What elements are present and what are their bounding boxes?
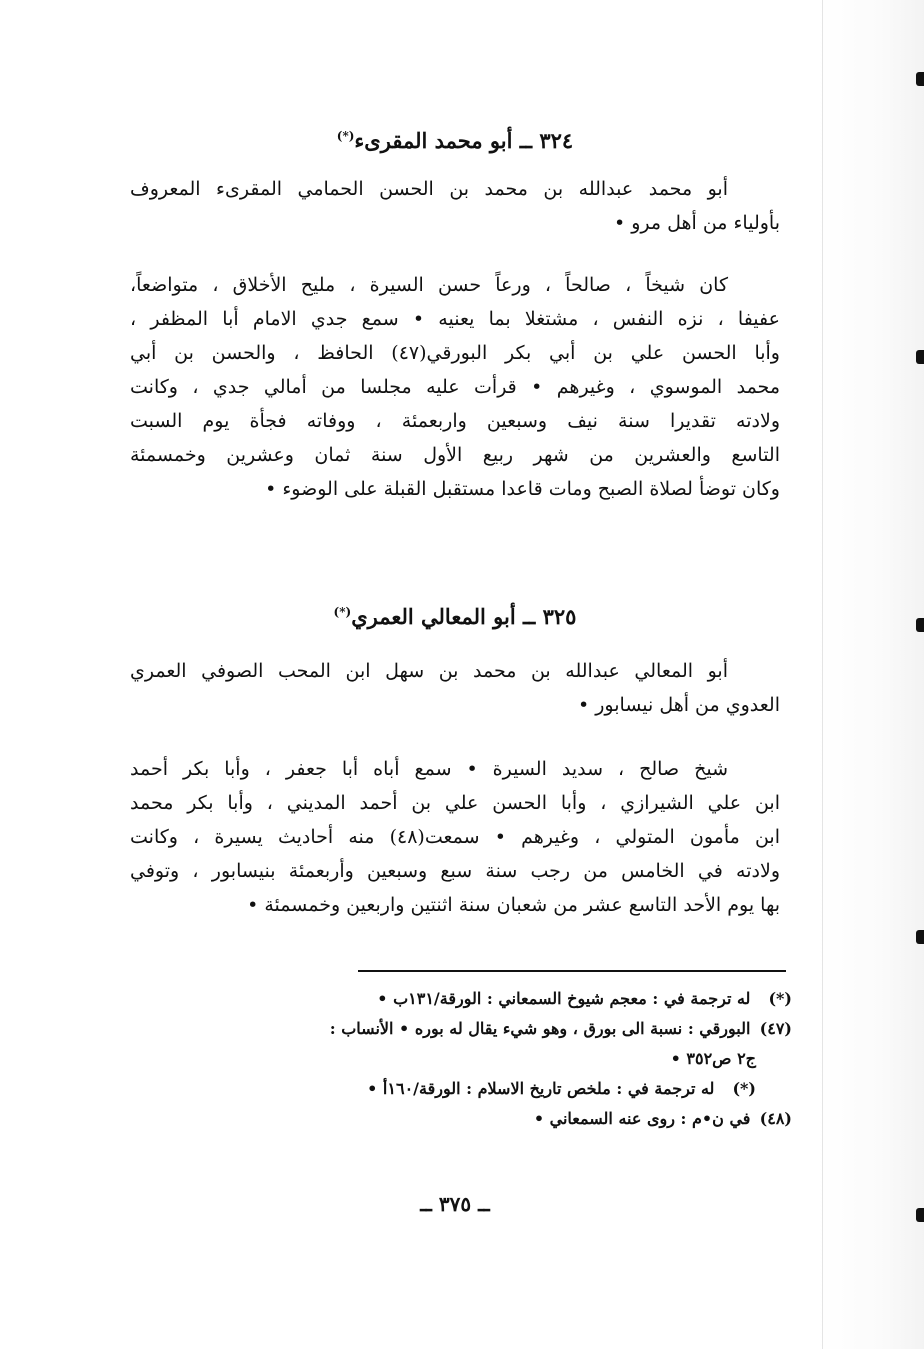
body-line: وكان توضأ لصلاة الصبح ومات قاعدا مستقبل القبلة على الوضوء • (265, 478, 780, 500)
footnote-reference-mark: (*) (336, 129, 355, 143)
intro-line: أبو المعالي عبدالله بن محمد بن سهل ابن المحب الصوفي العمري (130, 660, 728, 682)
entry-intro (130, 654, 780, 722)
entry-body (130, 752, 780, 922)
footnote-reference-mark: (*) (333, 605, 352, 619)
edge-mark (916, 930, 924, 944)
body-line: شيخ صالح ، سديد السيرة • سمع أباه أبا جعفر ، وأبا بكر أحمد (130, 758, 728, 780)
page-number: ــ ٣٧٥ ــ (420, 1192, 490, 1216)
page-edge-shadow (816, 0, 924, 1349)
intro-line: بأولياء من أهل مرو • (613, 212, 780, 234)
edge-mark (916, 72, 924, 86)
footnote-mark: (*) (732, 1079, 756, 1098)
footnote (130, 984, 792, 1014)
footnote-mark: (*) (768, 989, 792, 1008)
edge-mark (916, 1208, 924, 1222)
entry-heading-text: ٣٢٤ ــ أبو محمد المقرىء (354, 128, 574, 153)
body-line: التاسع والعشرين من شهر ربيع الأول سنة ثمان وعشرين وخمسمئة (130, 444, 780, 466)
edge-mark (916, 350, 924, 364)
edge-mark (916, 618, 924, 632)
page-fold-line (822, 0, 823, 1349)
footnote-text: في ن•م : روى عنه السمعاني • (533, 1109, 751, 1128)
body-line: ولادته في الخامس من رجب سنة سبع وسبعين وأربعمئة بنيسابور ، وتوفي (130, 860, 780, 882)
body-line: عفيفا ، نزه النفس ، مشتغلا بما يعنيه • سمع جدي الامام أبا المظفر ، (130, 308, 780, 330)
body-line: وأبا الحسن علي بن أبي بكر البورقي(٤٧) الحافظ ، والحسن بن أبي (130, 342, 780, 364)
footnotes (130, 984, 792, 1134)
body-line: ابن علي الشيرازي ، وأبا الحسن علي بن أحمد المديني ، وأبا بكر محمد (130, 792, 780, 814)
footnote (130, 1104, 792, 1134)
body-line: ولادته تقديرا سنة نيف وسبعين واربعمئة ، ووفاته فجأة يوم السبت (130, 410, 780, 432)
body-line: كان شيخاً ، صالحاً ، ورعاً حسن السيرة ، مليح الأخلاق ، متواضعاً، (130, 274, 728, 296)
body-line: ابن مأمون المتولي ، وغيرهم • سمعت(٤٨) منه أحاديث يسيرة ، وكانت (130, 826, 780, 848)
intro-line: أبو محمد عبدالله بن محمد بن الحسن الحمامي المقرىء المعروف (130, 178, 728, 200)
footnote-separator (358, 970, 786, 972)
entry-heading-text: ٣٢٥ ــ أبو المعالي العمري (351, 604, 577, 629)
intro-line: العدوي من أهل نيسابور • (578, 694, 780, 716)
footnote-mark: (٤٨) (759, 1109, 792, 1128)
footnote (130, 1074, 792, 1104)
entry-heading (130, 128, 780, 153)
footnote (130, 1014, 792, 1044)
body-line: محمد الموسوي ، وغيرهم • قرأت عليه مجلسا من أمالي جدي ، وكانت (130, 376, 780, 398)
footnote-text: له ترجمة في : معجم شيوخ السمعاني : الورقة/١٣١ب • (377, 989, 751, 1008)
body-line: بها يوم الأحد التاسع عشر من شعبان سنة اثنتين واربعين وخمسمئة • (247, 894, 780, 916)
entry-intro (130, 172, 780, 240)
footnote-text: له ترجمة في : ملخص تاريخ الاسلام : الورقة/١٦٠أ • (367, 1079, 715, 1098)
entry-body (130, 268, 780, 506)
footnote-mark: (٤٧) (759, 1019, 792, 1038)
footnote-text: البورقي : نسبة الى بورق ، وهو شيء يقال له بوره • الأنساب : (329, 1019, 751, 1038)
footnote-continuation: ج٢ ص٣٥٢ • (670, 1049, 756, 1068)
entry-heading (130, 604, 780, 629)
